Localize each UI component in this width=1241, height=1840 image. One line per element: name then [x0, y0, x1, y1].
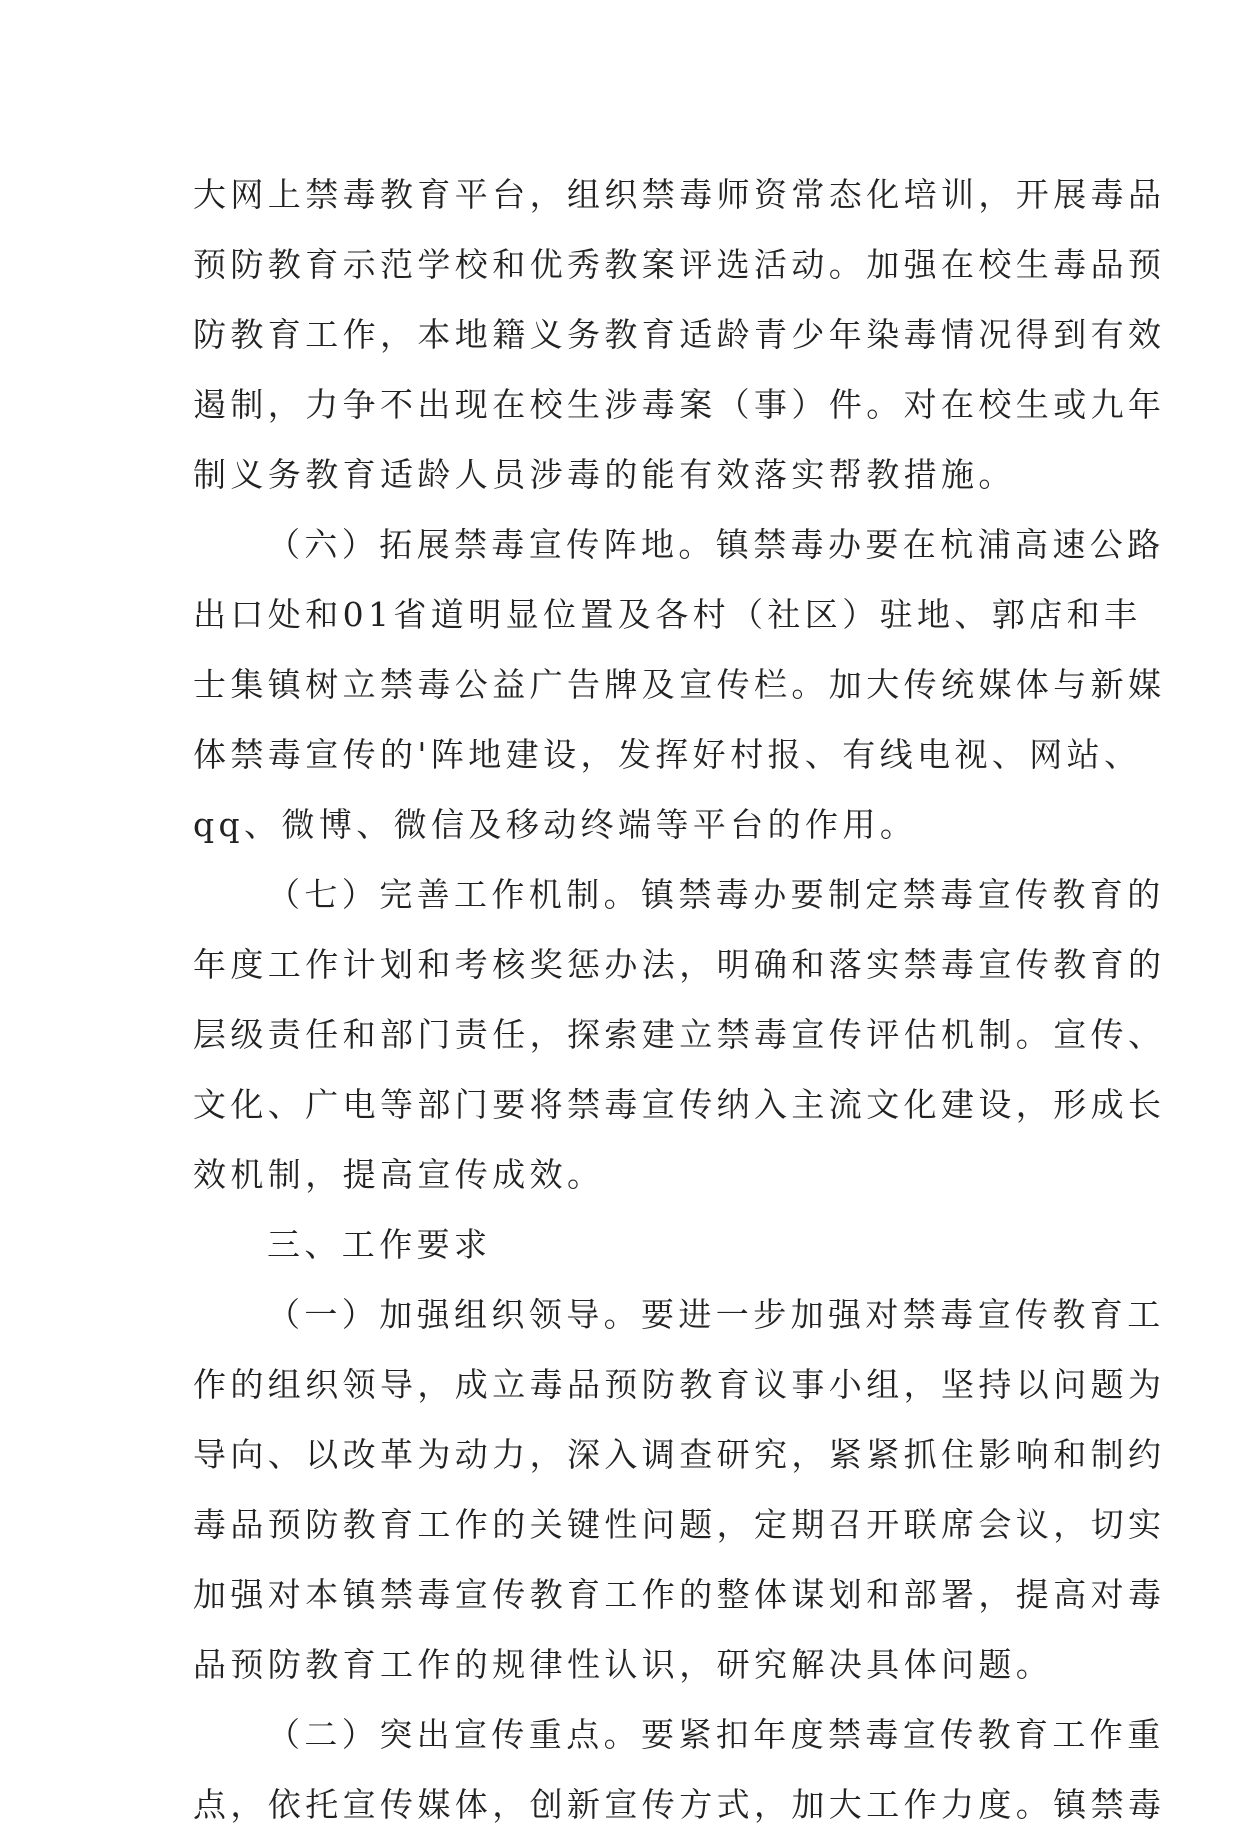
- text-line: （七）完善工作机制。镇禁毒办要制定禁毒宣传教育的: [267, 875, 1165, 914]
- text-line: 文化、广电等部门要将禁毒宣传纳入主流文化建设，形成长: [193, 1085, 1166, 1124]
- text-line: 毒品预防教育工作的关键性问题，定期召开联席会议，切实: [193, 1505, 1166, 1544]
- text-line: 体禁毒宣传的'阵地建设，发挥好村报、有线电视、网站、: [193, 735, 1142, 774]
- text-line: 点，依托宣传媒体，创新宣传方式，加大工作力度。镇禁毒: [193, 1785, 1166, 1824]
- text-line: 年度工作计划和考核奖惩办法，明确和落实禁毒宣传教育的: [193, 945, 1166, 984]
- text-line: 导向、以改革为动力，深入调查研究，紧紧抓住影响和制约: [193, 1435, 1166, 1474]
- text-line: 作的组织领导，成立毒品预防教育议事小组，坚持以问题为: [193, 1365, 1166, 1404]
- text-line: 预防教育示范学校和优秀教案评选活动。加强在校生毒品预: [193, 245, 1166, 284]
- text-line: 遏制，力争不出现在校生涉毒案（事）件。对在校生或九年: [193, 385, 1166, 424]
- text-line: （六）拓展禁毒宣传阵地。镇禁毒办要在杭浦高速公路: [267, 525, 1165, 564]
- text-line: （二）突出宣传重点。要紧扣年度禁毒宣传教育工作重: [267, 1715, 1165, 1754]
- text-line: 士集镇树立禁毒公益广告牌及宣传栏。加大传统媒体与新媒: [193, 665, 1166, 704]
- text-line: 品预防教育工作的规律性认识，研究解决具体问题。: [193, 1645, 1054, 1684]
- text-line: 出口处和01省道明显位置及各村（社区）驻地、郭店和丰: [193, 595, 1142, 634]
- text-line: 层级责任和部门责任，探索建立禁毒宣传评估机制。宣传、: [193, 1015, 1166, 1054]
- text-line: qq、微博、微信及移动终端等平台的作用。: [193, 805, 918, 844]
- text-line: 三、工作要求: [267, 1225, 492, 1264]
- text-line: （一）加强组织领导。要进一步加强对禁毒宣传教育工: [267, 1295, 1165, 1334]
- text-line: 防教育工作，本地籍义务教育适龄青少年染毒情况得到有效: [193, 315, 1166, 354]
- text-line: 制义务教育适龄人员涉毒的能有效落实帮教措施。: [193, 455, 1016, 494]
- text-line: 效机制，提高宣传成效。: [193, 1155, 605, 1194]
- text-line: 大网上禁毒教育平台，组织禁毒师资常态化培训，开展毒品: [193, 175, 1166, 214]
- text-line: 加强对本镇禁毒宣传教育工作的整体谋划和部署，提高对毒: [193, 1575, 1166, 1614]
- body-text: [193, 160, 1166, 1840]
